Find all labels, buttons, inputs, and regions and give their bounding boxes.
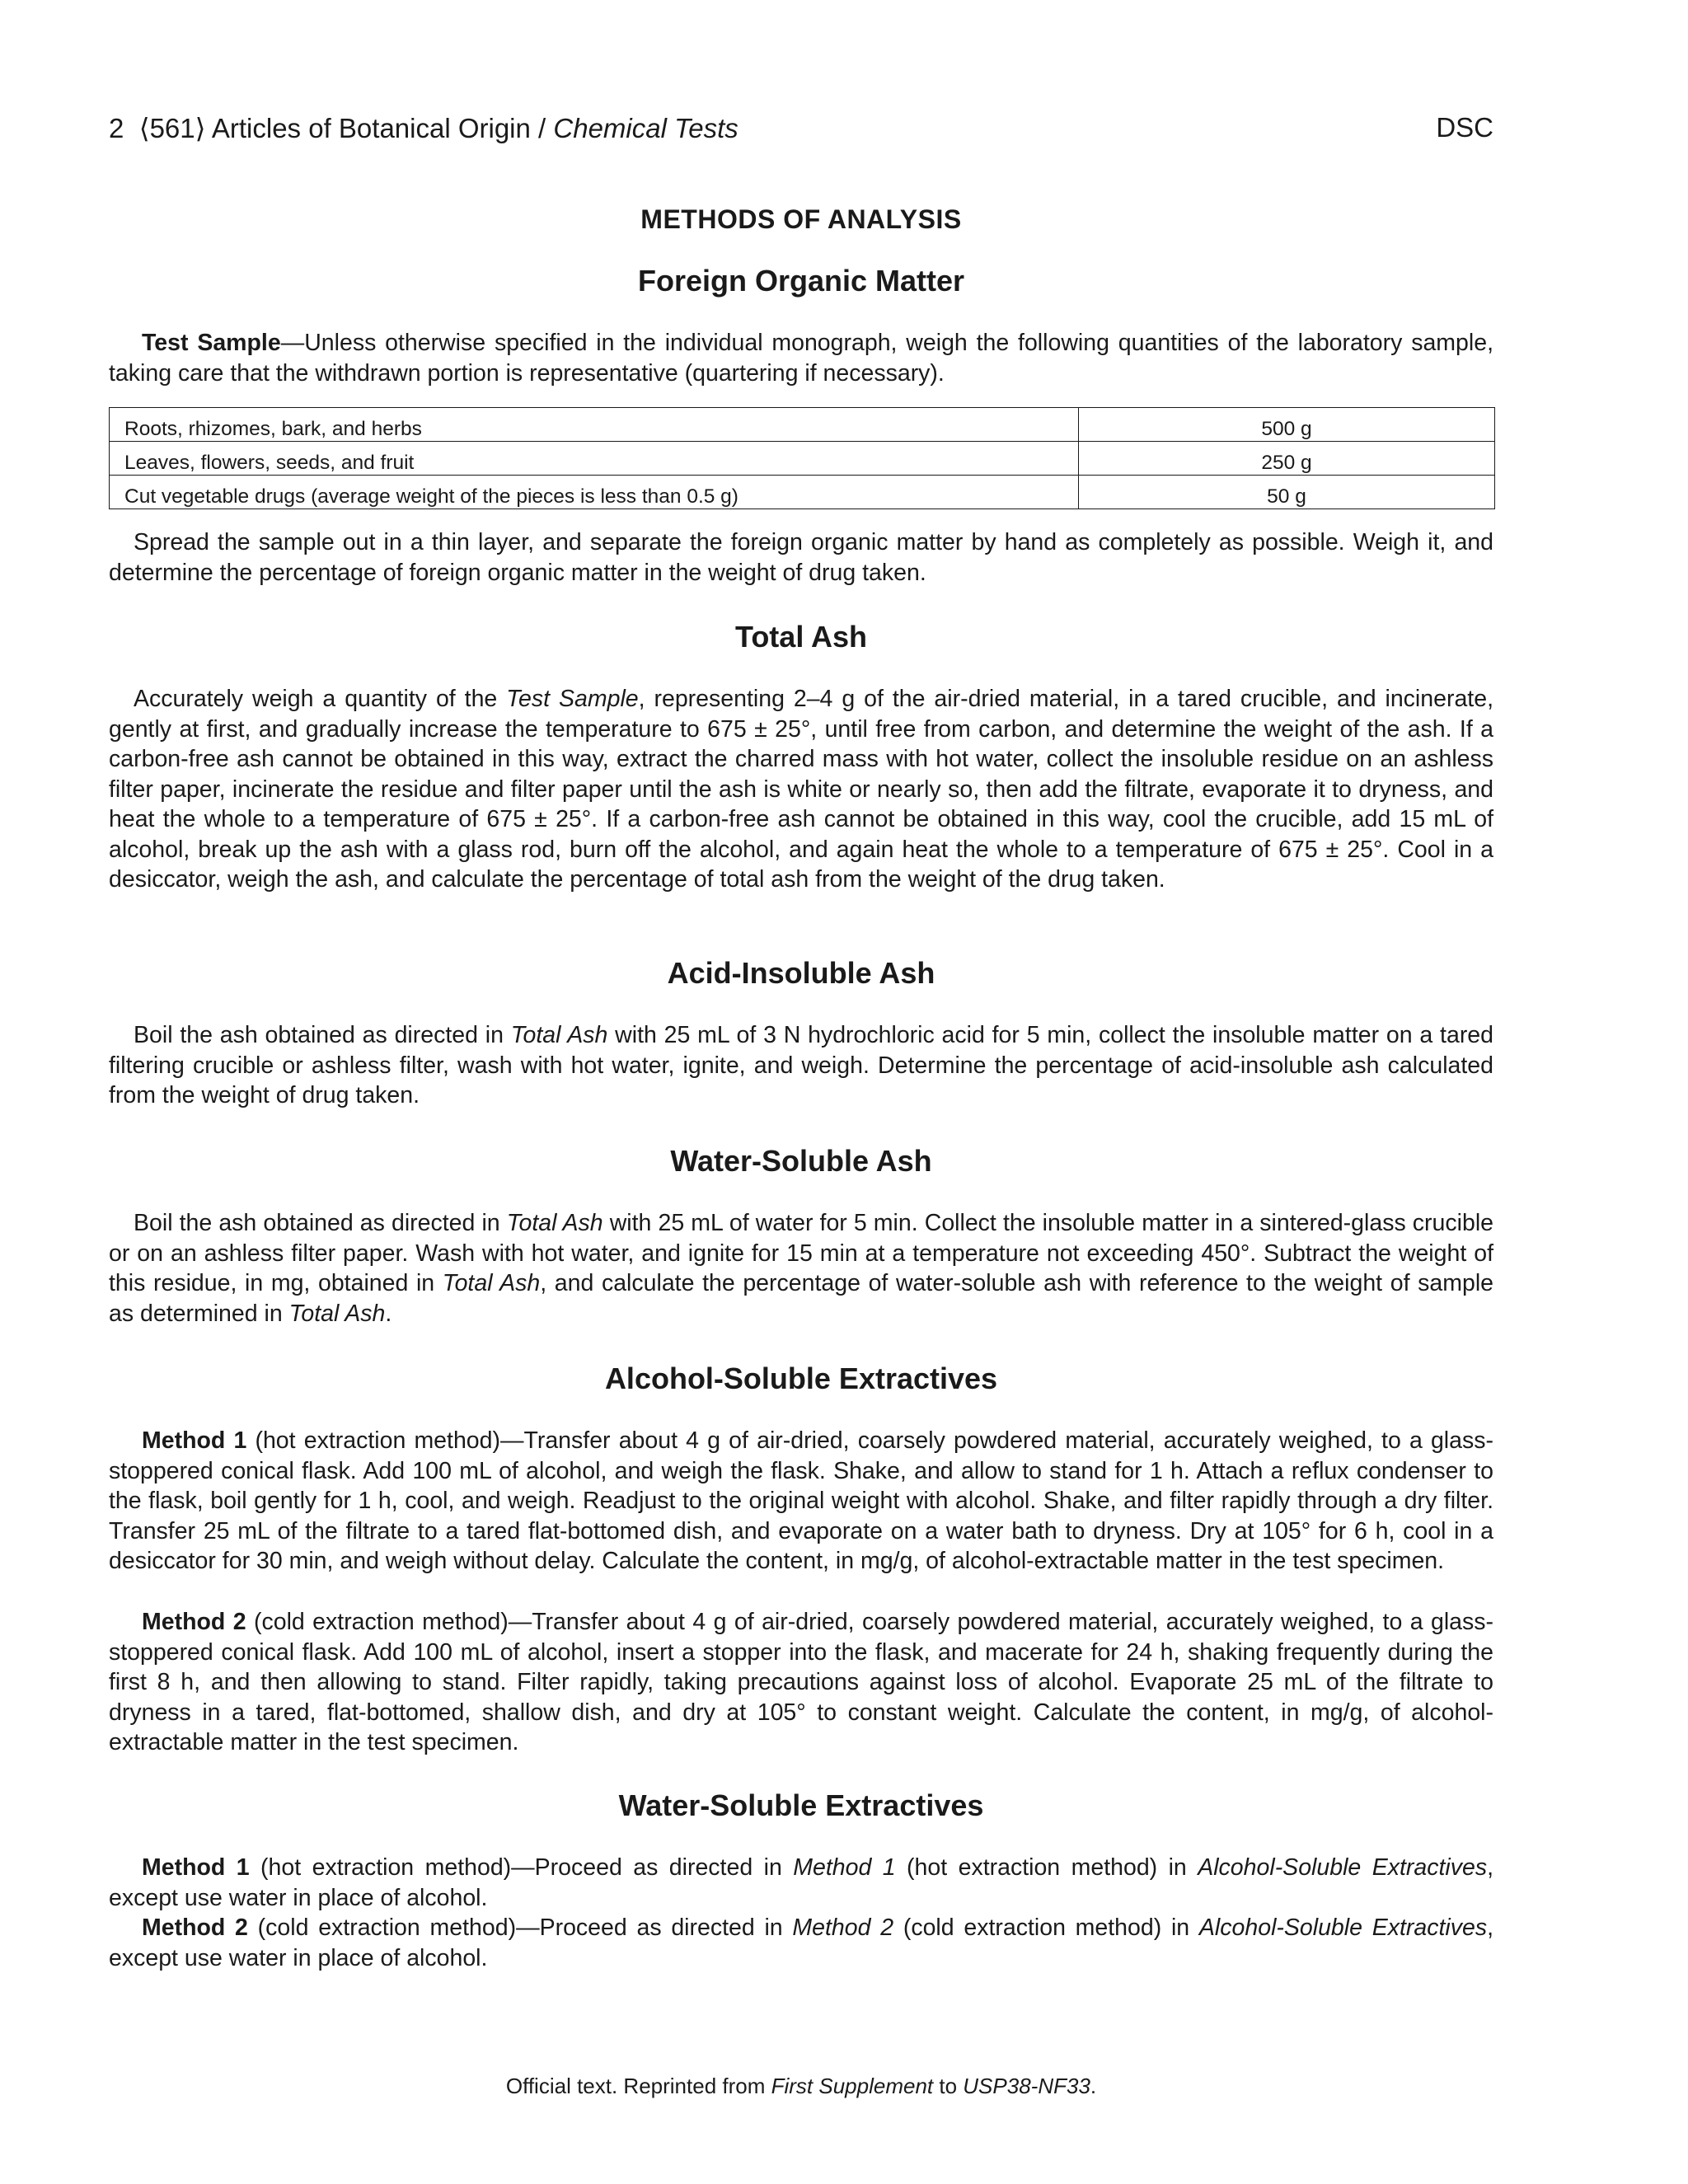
quantity-cell: 50 g <box>1079 476 1495 509</box>
header-right-code: DSC <box>1436 112 1493 143</box>
method-2-label: Method 2 <box>142 1609 246 1635</box>
heading-water-soluble-extractives: Water-Soluble Extractives <box>618 1788 984 1822</box>
ref-total-ash: Total Ash <box>506 1210 603 1236</box>
section-name: Chemical Tests <box>553 113 738 143</box>
total-ash-paragraph <box>109 684 1493 895</box>
method-1-label: Method 1 <box>142 1854 250 1881</box>
table-row <box>110 442 1495 476</box>
text-run: , representing 2–4 g of the air-dried material, in a tared crucible, and incinerate, gently at first, and gradually increase the temperature to 675 ± 25°, until free from carbon, and determine the weight of the ash. If a carbon-free ash cannot be obtained in this way, extract the charred mass with hot water, collect the insoluble residue on an ashless filter paper, incinerate the residue and filter paper until the ash is white or nearly so, then add the filtrate, evaporate it to dryness, and heat the whole to a temperature of 675 ± 25°. If a carbon-free ash cannot be obtained in this way, cool the crucible, add 15 mL of alcohol, break up the ash with a glass rod, burn off the alcohol, and again heat the whole to a temperature of 675 ± 25°. Cool in a desiccator, weigh the ash, and calculate the percentage of total ash from the weight of the drug taken. <box>109 686 1493 893</box>
alcohol-method-2-paragraph <box>109 1607 1493 1758</box>
material-cell: Leaves, flowers, seeds, and fruit <box>110 442 1079 476</box>
quantity-cell: 250 g <box>1079 442 1495 476</box>
ref-total-ash: Total Ash <box>510 1022 608 1048</box>
text-run: (cold extraction method)—Transfer about 4 g of air-dried, coarsely powdered material, accurately weighed, to a glass-stoppered conical flask. Add 100 mL of alcohol, insert a stopper into the flask, and macerate for 24 h, shaking frequently during the first 8 h, and then allowing to stand. Filter rapidly, taking precautions against loss of alcohol. Evaporate 25 mL of the filtrate to dryness in a tared, flat-bottomed, shallow dish, and dry at 105° to constant weight. Calculate the content, in mg/g, of alcohol-extractable matter in the test specimen. <box>109 1609 1494 1755</box>
footer-text: . <box>1090 2074 1097 2098</box>
text-run: (hot extraction method)—Transfer about 4 g of air-dried, coarsely powdered material, accurately weighed, to a glass-stoppered conical flask. Add 100 mL of alcohol, and weigh the flask. Shake, and allow to stand for 1 h. Attach a reflux condenser to the flask, boil gently for 1 h, cool, and weigh. Readjust to the original weight with alcohol. Shake, and filter rapidly through a dry filter. Transfer 25 mL of the filtrate to a tared flat-bottomed dish, and evaporate on a water bath to dryness. Dry at 105° for 6 h, cool in a desiccator for 30 min, and weigh without delay. Calculate the content, in mg/g, of alcohol-extractable matter in the test specimen. <box>109 1427 1493 1574</box>
footer-text: to <box>933 2074 964 2098</box>
text-run: , except use water in place of alcohol. <box>109 1854 1493 1911</box>
text-run: Boil the ash obtained as directed in <box>134 1022 511 1048</box>
material-cell: Cut vegetable drugs (average weight of the pieces is less than 0.5 g) <box>110 476 1079 509</box>
header-left <box>109 112 738 144</box>
ref-alcohol-soluble-extractives: Alcohol-Soluble Extractives <box>1198 1854 1488 1881</box>
text-run: (cold extraction method)—Proceed as directed in <box>247 1915 793 1941</box>
main-title: METHODS OF ANALYSIS <box>640 204 962 234</box>
quantity-cell: 500 g <box>1079 408 1495 442</box>
heading-foreign-organic-matter: Foreign Organic Matter <box>637 264 965 298</box>
footer-edition: USP38-NF33 <box>963 2074 1090 2098</box>
chapter-title: Articles of Botanical Origin <box>211 113 531 143</box>
text-run: (hot extraction method)—Proceed as directed in <box>249 1854 794 1881</box>
text-run: Boil the ash obtained as directed in <box>134 1210 507 1236</box>
foreign-matter-paragraph <box>109 527 1493 588</box>
header-separator: / <box>538 113 546 143</box>
test-sample-text: —Unless otherwise specified in the individual monograph, weigh the following quantities of the laboratory sample, taking care that the withdrawn portion is representative (quartering if necessary). <box>109 330 1493 387</box>
sample-quantity-table <box>109 407 1495 509</box>
test-sample-paragraph <box>109 328 1493 388</box>
alcohol-method-1-paragraph <box>109 1426 1493 1577</box>
ref-alcohol-soluble-extractives: Alcohol-Soluble Extractives <box>1198 1915 1488 1941</box>
table-row <box>110 408 1495 442</box>
text-run: . <box>385 1300 392 1327</box>
method-1-label: Method 1 <box>142 1427 247 1454</box>
ref-method-1: Method 1 <box>793 1854 896 1881</box>
water-method-2-paragraph <box>109 1913 1493 1973</box>
text-run: with 25 mL of 3 N hydrochloric acid for 5 min, collect the insoluble matter on a tared filtering crucible or ashless filter, wash with hot water, ignite, and weigh. Determine the percentage of acid-insoluble ash calculated from the weight of drug taken. <box>109 1022 1494 1108</box>
chapter-ref: ⟨561⟩ <box>138 113 206 143</box>
text-run: (cold extraction method) in <box>893 1915 1199 1941</box>
water-method-1-paragraph <box>109 1853 1493 1913</box>
table-row <box>110 476 1495 509</box>
material-cell: Roots, rhizomes, bark, and herbs <box>110 408 1079 442</box>
page-footer <box>109 2074 1493 2099</box>
ref-test-sample: Test Sample <box>506 686 639 712</box>
text-run: (hot extraction method) in <box>895 1854 1198 1881</box>
text-run: , and calculate the percentage of water-soluble ash with reference to the weight of sample as determined in <box>109 1270 1493 1327</box>
test-sample-label: Test Sample <box>142 330 281 356</box>
heading-alcohol-soluble-extractives: Alcohol-Soluble Extractives <box>604 1361 998 1395</box>
heading-acid-insoluble-ash: Acid-Insoluble Ash <box>667 956 935 990</box>
ref-method-2: Method 2 <box>792 1915 894 1941</box>
heading-water-soluble-ash: Water-Soluble Ash <box>670 1144 932 1178</box>
method-2-label: Method 2 <box>142 1915 248 1941</box>
text-run: Accurately weigh a quantity of the <box>134 686 507 712</box>
ref-total-ash: Total Ash <box>442 1270 541 1296</box>
foreign-matter-text: Spread the sample out in a thin layer, and separate the foreign organic matter by hand as completely as possible. Weigh it, and determine the percentage of foreign organic matter in the weight of drug taken. <box>109 529 1493 586</box>
ref-total-ash: Total Ash <box>288 1300 386 1327</box>
water-ash-paragraph <box>109 1208 1493 1329</box>
footer-text: Official text. Reprinted from <box>505 2074 771 2098</box>
page-number: 2 <box>109 113 124 143</box>
footer-supplement: First Supplement <box>771 2074 934 2098</box>
text-run: with 25 mL of water for 5 min. Collect the insoluble matter in a sintered-glass crucible or on an ashless filter paper. Wash with hot water, and ignite for 15 min at a temperature not exceeding 450°. Subtract the weight of this residue, in mg, obtained in <box>109 1210 1494 1296</box>
text-run: , except use water in place of alcohol. <box>109 1915 1494 1971</box>
acid-ash-paragraph <box>109 1020 1493 1111</box>
heading-total-ash: Total Ash <box>735 620 867 654</box>
